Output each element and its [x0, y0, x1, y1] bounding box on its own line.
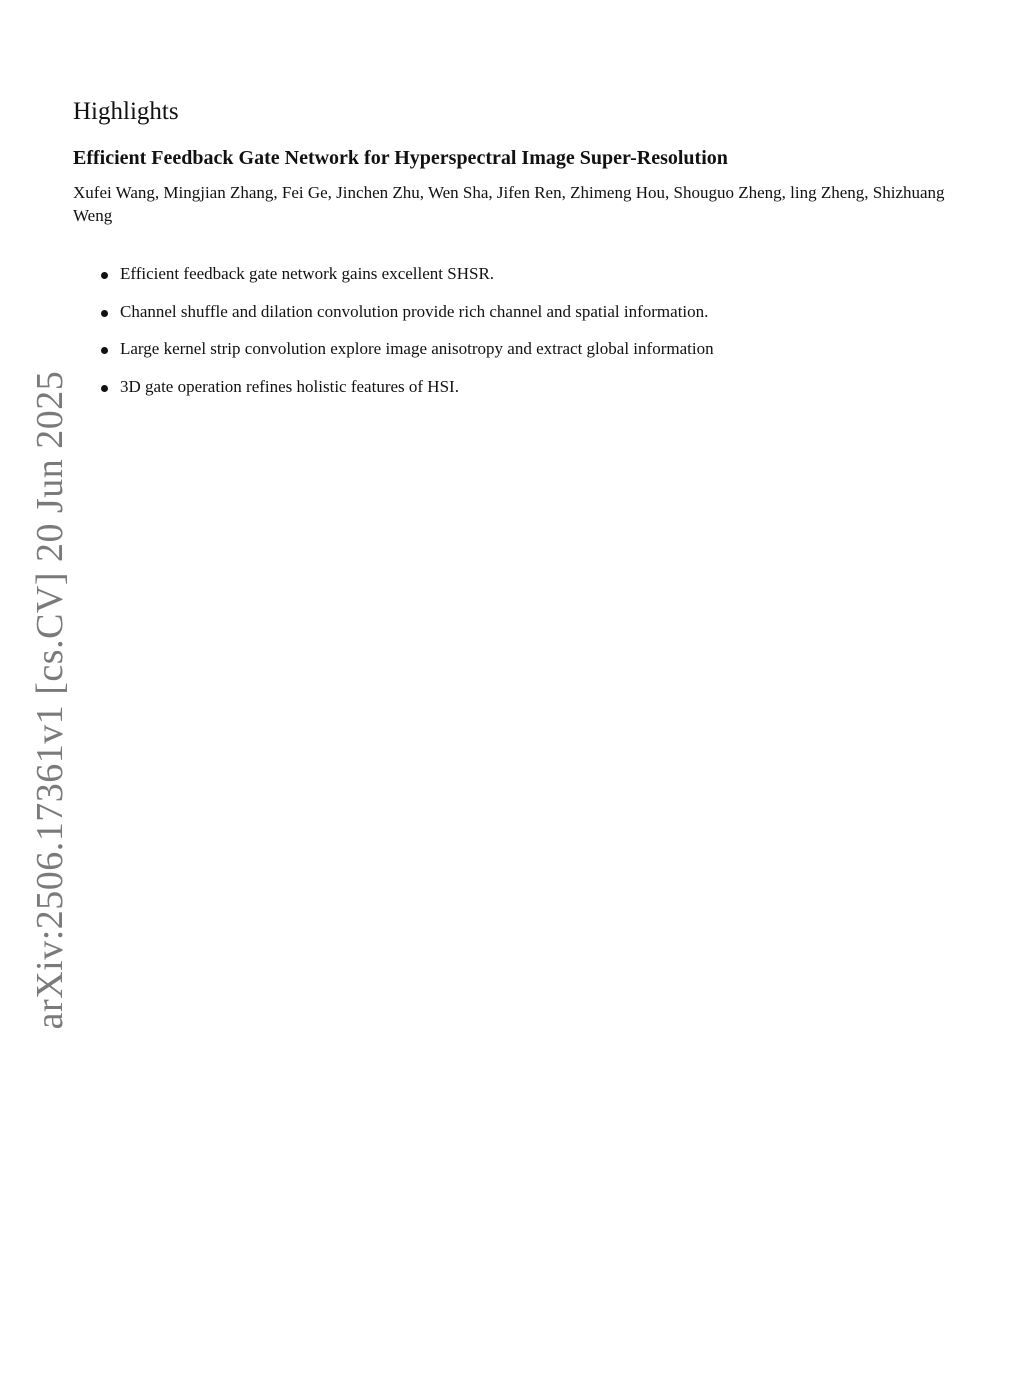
- bullet-icon: [101, 385, 108, 392]
- highlight-text: Channel shuffle and dilation convolution provide rich channel and spatial information.: [120, 301, 709, 321]
- bullet-icon: [101, 310, 108, 317]
- highlight-text: Large kernel strip convolution explore image anisotropy and extract global information: [120, 339, 714, 358]
- highlights-list: [98, 262, 958, 412]
- highlight-item: [98, 375, 958, 399]
- bullet-icon: [101, 347, 108, 354]
- author-list: Xufei Wang, Mingjian Zhang, Fei Ge, Jinchen Zhu, Wen Sha, Jifen Ren, Zhimeng Hou, Shouguo Zheng, ling Zheng, Shizhuang Weng: [73, 183, 945, 225]
- arxiv-identifier-stamp: arXiv:2506.17361v1 [cs.CV] 20 Jun 2025: [29, 370, 71, 1030]
- highlight-item: [98, 300, 958, 324]
- highlight-text: 3D gate operation refines holistic features of HSI.: [120, 376, 459, 396]
- highlight-item: [98, 262, 958, 286]
- highlight-item: [98, 337, 958, 361]
- paper-title: Efficient Feedback Gate Network for Hyperspectral Image Super-Resolution: [73, 147, 728, 169]
- highlight-text: Efficient feedback gate network gains excellent SHSR.: [120, 264, 495, 283]
- section-heading: Highlights: [73, 98, 179, 125]
- bullet-icon: [101, 272, 108, 279]
